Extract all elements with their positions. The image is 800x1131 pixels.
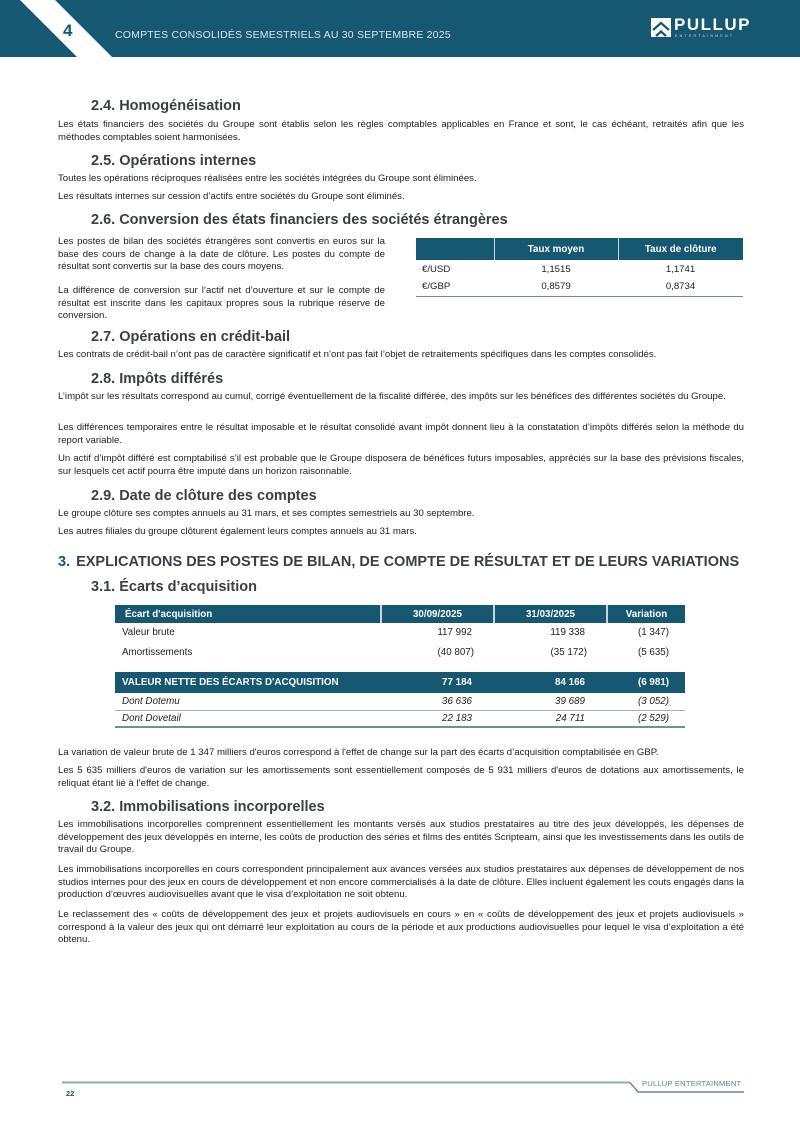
- table-row: [416, 278, 743, 296]
- section-3-1-paragraph-1: La variation de valeur brute de 1 347 milliers d'euros correspond à l'effet de change sur la part des écarts d’acquisition comptabilisée en GBP.: [58, 747, 659, 758]
- section-3-heading: [58, 554, 739, 570]
- exchange-rates-table: [416, 238, 743, 297]
- page-number: 22: [66, 1089, 75, 1098]
- value-current: 36 636: [381, 693, 494, 710]
- section-2-8-paragraph-2: Les différences temporaires entre le résultat imposable et le résultat consolidé avant impôt donnent lieu à la constatation d’impôts différés selon la méthode du report variable.: [58, 422, 744, 446]
- logo-chevron-icon: [651, 18, 671, 37]
- closing-rate: 0,8734: [618, 278, 743, 296]
- average-rate: 0,8579: [494, 278, 618, 296]
- section-2-6-title: 2.6. Conversion des états financiers des sociétés étrangères: [91, 212, 508, 228]
- page-header: [0, 0, 800, 57]
- value-variation: (3 052): [607, 693, 685, 710]
- section-3-title: EXPLICATIONS DES POSTES DE BILAN, DE COMPTE DE RÉSULTAT ET DE LEURS VARIATIONS: [76, 554, 740, 570]
- total-current: 77 184: [381, 672, 494, 693]
- currency-pair: €/GBP: [416, 278, 494, 296]
- section-2-7-title: 2.7. Opérations en crédit-bail: [91, 329, 291, 345]
- average-rate: 1,1515: [541, 263, 571, 275]
- section-2-5-paragraph-1: Toutes les opérations réciproques réalisées entre les sociétés intégrées du Groupe sont éliminées.: [58, 173, 477, 184]
- closing-rate: 1,1741: [665, 263, 696, 275]
- section-2-4-paragraph: Les états financiers des sociétés du Groupe sont établis selon les règles comptables applicables en France et sont, le cas échéant, retraités afin que les méthodes comptables soient harmonisées.: [58, 119, 744, 143]
- section-3-1-paragraph-2: Les 5 635 milliers d'euros de variation sur les amortissements sont essentiellement composés de 5 931 milliers d'euros de dotations aux amortissements, le reliquat étant lié à l’effet de change.: [58, 765, 744, 789]
- section-3-number: 3.: [58, 554, 71, 570]
- goodwill-table: [115, 605, 685, 728]
- document-title: COMPTES CONSOLIDÉS SEMESTRIELS AU 30 SEPTEMBRE 2025: [115, 29, 451, 41]
- row-label: Dont Dotemu: [115, 693, 381, 710]
- section-2-8-paragraph-1: L’impôt sur les résultats correspond au cumul, corrigé éventuellement de la fiscalité différée, des impôts sur les bénéfices des différentes sociétés du Groupe.: [58, 391, 726, 402]
- section-2-9-title: 2.9. Date de clôture des comptes: [91, 488, 317, 504]
- section-3-2-title: 3.2. Immobilisations incorporelles: [91, 799, 325, 815]
- total-variation: (6 981): [607, 672, 685, 693]
- section-2-5-paragraph-2: Les résultats internes sur cession d’actifs entre sociétés du Groupe sont éliminés.: [58, 191, 405, 202]
- column-header-currency: [416, 238, 494, 260]
- currency-pair: €/USD: [422, 263, 451, 275]
- table-row: [416, 260, 743, 278]
- footer-brand: PULLUP ENTERTAINMENT: [642, 1079, 742, 1088]
- table-row: [115, 710, 685, 727]
- section-2-4-title: 2.4. Homogénéisation: [91, 98, 241, 114]
- section-2-5-title: 2.5. Opérations internes: [91, 153, 257, 169]
- section-3-2-paragraph-3: Le reclassement des « coûts de développement des jeux et projets audiovisuels en cours » en « coûts de développement des jeux et projets audiovisuels » correspond à la valeur des jeux qui ont démarré leur exploitation au cours de la période et aux productions audiovisuelles pour lequel le visa d’exploitation a été obtenu.: [58, 909, 744, 945]
- value-current: 117 992: [437, 627, 472, 639]
- total-previous: 84 166: [494, 672, 607, 693]
- column-header-date-previous: 31/03/2025: [494, 605, 607, 623]
- table-total-row: [115, 672, 685, 693]
- column-header-variation: Variation: [607, 605, 685, 623]
- section-2-6-paragraph-2: La différence de conversion sur l’actif net d’ouverture et sur le compte de résultat est inscrite dans les capitaux propres sous la rubrique réserve de conversion.: [58, 285, 385, 321]
- section-2-8-paragraph-3: Un actif d’impôt différé est comptabilisé s’il est probable que le Groupe disposera de bénéfices futurs imposables, appréciés sur la base des prévisions fiscales, sur lesquels cet actif pourra être imputé dans un horizon raisonnable.: [58, 453, 744, 477]
- value-previous: (35 172): [550, 646, 587, 658]
- value-variation: (5 635): [637, 646, 669, 658]
- column-header-item: Écart d'acquisition: [115, 605, 381, 623]
- value-current: (40 807): [437, 646, 474, 658]
- column-header-date-current: 30/09/2025: [381, 605, 494, 623]
- section-2-7-paragraph: Les contrats de crédit-bail n’ont pas de caractère significatif et n’ont pas fait l’objet de retraitements spécifiques dans les comptes consolidés.: [58, 349, 657, 360]
- section-3-1-title: 3.1. Écarts d’acquisition: [91, 579, 257, 595]
- table-spacer: [115, 662, 685, 672]
- column-header-closing-rate: Taux de clôture: [618, 238, 743, 260]
- row-label: Valeur brute: [122, 627, 175, 639]
- value-previous: 39 689: [494, 693, 607, 710]
- value-previous: 24 711: [494, 710, 607, 727]
- table-row: [115, 693, 685, 710]
- total-label: VALEUR NETTE DES ÉCARTS D'ACQUISITION: [115, 672, 381, 693]
- column-header-average-rate: Taux moyen: [494, 238, 618, 260]
- section-2-6-paragraph-1: Les postes de bilan des sociétés étrangères sont convertis en euros sur la base des cours de change à la date de clôture. Les postes du compte de résultat sont convertis sur la base des cours moyens.: [58, 236, 385, 272]
- row-label: Dont Dovetail: [115, 710, 381, 727]
- section-2-8-title: 2.8. Impôts différés: [91, 371, 224, 387]
- section-3-2-paragraph-1: Les immobilisations incorporelles comprennent essentiellement les montants versés aux studios prestataires au titre des jeux développés, les dépenses de développement des jeux développés en interne, les coûts de production des séries et films des entités Scripteam, ainsi que les investissements dans les outils de travail du Groupe.: [58, 819, 744, 855]
- value-variation: (1 347): [637, 627, 669, 639]
- table-header-row: [115, 605, 685, 623]
- logo-wordmark: PULLUP: [674, 15, 751, 34]
- section-2-9-paragraph-1: Le groupe clôture ses comptes annuels au 31 mars, et ses comptes semestriels au 30 septembre.: [58, 508, 475, 519]
- section-2-9-paragraph-2: Les autres filiales du groupe clôturent également leurs comptes annuels au 31 mars.: [58, 526, 417, 537]
- chapter-number: 4: [63, 21, 73, 40]
- logo-subtitle: ENTERTAINMENT: [675, 34, 735, 38]
- value-variation: (2 529): [607, 710, 685, 727]
- table-row: [115, 623, 685, 643]
- section-3-2-paragraph-2: Les immobilisations incorporelles en cours correspondent principalement aux avances versées aux studios prestataires aux dépenses de développement de nos studios internes pour des jeux en cours de développement et non encore commercialisés à la date de clôture. Elles incluent également les couts engagés dans la production d’œuvres audiovisuelles avant que le visa d’exploitation ne soit obtenu.: [58, 864, 744, 900]
- value-current: 22 183: [381, 710, 494, 727]
- pullup-logo: [651, 15, 751, 42]
- row-label: Amortissements: [122, 646, 193, 658]
- table-row: [115, 643, 685, 663]
- table-header-row: [416, 238, 743, 260]
- value-previous: 119 338: [550, 627, 585, 639]
